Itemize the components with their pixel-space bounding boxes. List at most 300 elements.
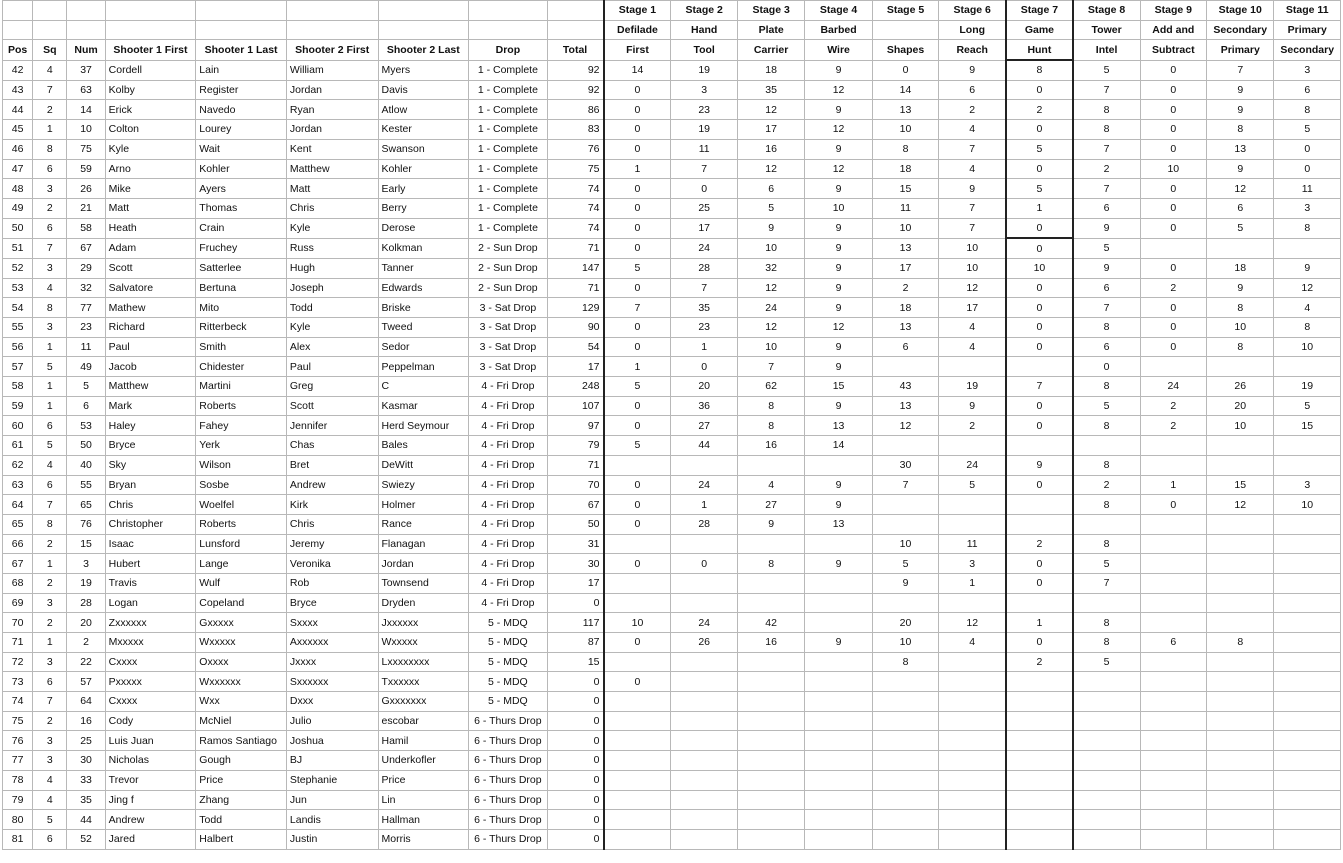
cell-stage6: 17 (939, 298, 1006, 318)
cell-num: 75 (67, 139, 105, 159)
cell-drop: 5 - MDQ (469, 633, 548, 653)
cell-shooter1-first: Nicholas (105, 751, 196, 771)
header-cell-total (547, 1, 603, 21)
cell-stage6: 12 (939, 613, 1006, 633)
cell-stage2: 36 (671, 396, 737, 416)
cell-drop: 4 - Fri Drop (469, 475, 548, 495)
cell-stage7 (1006, 751, 1072, 771)
cell-stage3 (737, 455, 804, 475)
cell-pos: 56 (3, 337, 33, 357)
cell-stage5: 30 (872, 455, 938, 475)
cell-stage3 (737, 692, 804, 712)
cell-pos: 50 (3, 218, 33, 238)
cell-pos: 80 (3, 810, 33, 830)
cell-shooter1-first: Trevor (105, 770, 196, 790)
cell-stage6 (939, 495, 1006, 515)
cell-stage3 (737, 731, 804, 751)
cell-sq: 2 (33, 711, 67, 731)
cell-num: 29 (67, 258, 105, 278)
cell-stage7: 0 (1006, 238, 1072, 258)
cell-stage11: 3 (1274, 198, 1341, 218)
cell-stage5: 43 (872, 377, 938, 397)
table-row (3, 770, 1341, 790)
cell-stage1: 0 (604, 238, 671, 258)
cell-total: 117 (547, 613, 603, 633)
cell-stage2 (671, 672, 737, 692)
cell-stage6: 9 (939, 396, 1006, 416)
table-row (3, 298, 1341, 318)
cell-stage1: 0 (604, 672, 671, 692)
cell-stage11 (1274, 829, 1341, 849)
cell-shooter1-last: Yerk (196, 436, 287, 456)
table-row (3, 318, 1341, 338)
cell-stage4: 9 (805, 100, 872, 120)
cell-drop: 5 - MDQ (469, 672, 548, 692)
cell-stage5: 2 (872, 278, 938, 298)
header-cell-stage7: Hunt (1006, 40, 1072, 60)
cell-sq: 4 (33, 60, 67, 80)
table-header (3, 1, 1341, 61)
cell-stage3: 8 (737, 396, 804, 416)
cell-stage3: 8 (737, 416, 804, 436)
cell-sq: 3 (33, 318, 67, 338)
cell-stage1 (604, 829, 671, 849)
cell-num: 20 (67, 613, 105, 633)
cell-stage6: 7 (939, 198, 1006, 218)
cell-total: 17 (547, 573, 603, 593)
cell-stage2 (671, 455, 737, 475)
cell-stage5: 15 (872, 179, 938, 199)
cell-stage3 (737, 593, 804, 613)
cell-stage7: 2 (1006, 652, 1072, 672)
cell-stage2: 0 (671, 179, 737, 199)
cell-total: 17 (547, 357, 603, 377)
cell-stage4 (805, 770, 872, 790)
cell-stage2: 0 (671, 554, 737, 574)
cell-shooter2-first: Stephanie (286, 770, 378, 790)
cell-shooter2-first: Jennifer (286, 416, 378, 436)
cell-stage11 (1274, 554, 1341, 574)
cell-num: 52 (67, 829, 105, 849)
cell-stage2 (671, 751, 737, 771)
header-cell-shooter2-last (378, 20, 469, 40)
table-row (3, 198, 1341, 218)
cell-total: 71 (547, 455, 603, 475)
cell-shooter2-first: Paul (286, 357, 378, 377)
cell-stage5: 9 (872, 573, 938, 593)
cell-shooter1-first: Haley (105, 416, 196, 436)
cell-total: 0 (547, 711, 603, 731)
cell-num: 10 (67, 120, 105, 140)
cell-stage1 (604, 573, 671, 593)
cell-shooter2-first: Julio (286, 711, 378, 731)
cell-stage6 (939, 672, 1006, 692)
cell-stage4: 9 (805, 554, 872, 574)
cell-pos: 55 (3, 318, 33, 338)
cell-shooter2-first: Chris (286, 514, 378, 534)
cell-stage8: 9 (1073, 258, 1140, 278)
cell-sq: 1 (33, 633, 67, 653)
cell-stage11: 12 (1274, 278, 1341, 298)
cell-stage6: 3 (939, 554, 1006, 574)
cell-stage1 (604, 711, 671, 731)
cell-pos: 57 (3, 357, 33, 377)
cell-stage11 (1274, 672, 1341, 692)
cell-stage3: 12 (737, 159, 804, 179)
cell-sq: 2 (33, 534, 67, 554)
cell-stage4: 9 (805, 298, 872, 318)
cell-stage10: 18 (1207, 258, 1274, 278)
cell-shooter1-first: Mathew (105, 298, 196, 318)
cell-stage9: 0 (1140, 120, 1206, 140)
cell-pos: 73 (3, 672, 33, 692)
cell-num: 40 (67, 455, 105, 475)
cell-shooter2-first: Matt (286, 179, 378, 199)
results-table (2, 0, 1341, 850)
cell-stage10 (1207, 613, 1274, 633)
cell-total: 74 (547, 198, 603, 218)
cell-num: 76 (67, 514, 105, 534)
cell-stage8: 8 (1073, 495, 1140, 515)
cell-shooter1-first: Colton (105, 120, 196, 140)
cell-shooter1-first: Kyle (105, 139, 196, 159)
header-cell-shooter2-last: Shooter 2 Last (378, 40, 469, 60)
cell-stage7: 0 (1006, 278, 1072, 298)
header-cell-stage3: Carrier (737, 40, 804, 60)
cell-num: 35 (67, 790, 105, 810)
cell-shooter2-last: Flanagan (378, 534, 469, 554)
table-row (3, 120, 1341, 140)
cell-stage7 (1006, 495, 1072, 515)
cell-stage10: 15 (1207, 475, 1274, 495)
cell-stage3: 10 (737, 337, 804, 357)
header-cell-sq (33, 1, 67, 21)
cell-stage3: 32 (737, 258, 804, 278)
cell-stage10 (1207, 573, 1274, 593)
cell-stage11: 5 (1274, 120, 1341, 140)
cell-shooter1-first: Bryan (105, 475, 196, 495)
cell-stage2: 27 (671, 416, 737, 436)
cell-sq: 4 (33, 278, 67, 298)
cell-shooter2-first: Sxxxxxx (286, 672, 378, 692)
cell-sq: 6 (33, 672, 67, 692)
cell-shooter2-last: Edwards (378, 278, 469, 298)
header-cell-stage6: Long (939, 20, 1006, 40)
cell-shooter1-last: Copeland (196, 593, 287, 613)
cell-stage10 (1207, 514, 1274, 534)
table-row (3, 692, 1341, 712)
cell-drop: 4 - Fri Drop (469, 396, 548, 416)
cell-stage10: 8 (1207, 633, 1274, 653)
cell-stage6: 4 (939, 120, 1006, 140)
cell-shooter2-last: Gxxxxxxx (378, 692, 469, 712)
cell-stage4: 15 (805, 377, 872, 397)
cell-pos: 43 (3, 80, 33, 100)
cell-shooter1-first: Cordell (105, 60, 196, 80)
cell-stage1: 14 (604, 60, 671, 80)
cell-drop: 1 - Complete (469, 179, 548, 199)
cell-stage6: 6 (939, 80, 1006, 100)
cell-sq: 8 (33, 514, 67, 534)
cell-shooter2-first: Jordan (286, 120, 378, 140)
cell-shooter2-last: Underkofler (378, 751, 469, 771)
cell-stage6 (939, 829, 1006, 849)
cell-stage3: 16 (737, 633, 804, 653)
table-row (3, 829, 1341, 849)
cell-stage8: 5 (1073, 396, 1140, 416)
cell-stage8: 7 (1073, 179, 1140, 199)
cell-total: 248 (547, 377, 603, 397)
cell-stage3: 24 (737, 298, 804, 318)
cell-sq: 2 (33, 613, 67, 633)
cell-stage6 (939, 436, 1006, 456)
table-row (3, 613, 1341, 633)
cell-stage10 (1207, 711, 1274, 731)
cell-sq: 5 (33, 357, 67, 377)
cell-pos: 79 (3, 790, 33, 810)
cell-shooter2-last: Price (378, 770, 469, 790)
cell-stage8: 7 (1073, 573, 1140, 593)
cell-drop: 4 - Fri Drop (469, 514, 548, 534)
cell-stage4: 9 (805, 337, 872, 357)
cell-num: 30 (67, 751, 105, 771)
cell-pos: 76 (3, 731, 33, 751)
cell-pos: 64 (3, 495, 33, 515)
cell-stage8 (1073, 731, 1140, 751)
cell-drop: 2 - Sun Drop (469, 258, 548, 278)
cell-sq: 1 (33, 337, 67, 357)
header-cell-shooter1-last (196, 1, 287, 21)
cell-shooter2-last: Swiezy (378, 475, 469, 495)
cell-stage4: 9 (805, 179, 872, 199)
header-cell-stage4: Barbed (805, 20, 872, 40)
cell-pos: 48 (3, 179, 33, 199)
cell-num: 16 (67, 711, 105, 731)
cell-stage9: 24 (1140, 377, 1206, 397)
cell-stage4: 9 (805, 633, 872, 653)
cell-stage2 (671, 790, 737, 810)
cell-sq: 7 (33, 80, 67, 100)
cell-shooter2-first: Todd (286, 298, 378, 318)
cell-stage2: 11 (671, 139, 737, 159)
cell-shooter2-first: Chas (286, 436, 378, 456)
cell-shooter1-last: Roberts (196, 514, 287, 534)
cell-shooter2-first: Scott (286, 396, 378, 416)
cell-stage11: 5 (1274, 396, 1341, 416)
cell-stage10: 10 (1207, 416, 1274, 436)
cell-stage6 (939, 790, 1006, 810)
cell-num: 53 (67, 416, 105, 436)
cell-stage5: 10 (872, 633, 938, 653)
cell-drop: 4 - Fri Drop (469, 534, 548, 554)
cell-stage11 (1274, 810, 1341, 830)
cell-stage2 (671, 711, 737, 731)
cell-stage3: 9 (737, 514, 804, 534)
table-row (3, 60, 1341, 80)
cell-stage9: 0 (1140, 258, 1206, 278)
cell-stage4 (805, 711, 872, 731)
cell-total: 30 (547, 554, 603, 574)
cell-stage4: 12 (805, 80, 872, 100)
header-cell-sq: Sq (33, 40, 67, 60)
cell-stage11: 3 (1274, 475, 1341, 495)
cell-sq: 1 (33, 554, 67, 574)
cell-drop: 1 - Complete (469, 159, 548, 179)
cell-shooter1-first: Bryce (105, 436, 196, 456)
cell-stage5 (872, 751, 938, 771)
cell-total: 97 (547, 416, 603, 436)
cell-total: 15 (547, 652, 603, 672)
cell-drop: 3 - Sat Drop (469, 318, 548, 338)
cell-pos: 68 (3, 573, 33, 593)
table-row (3, 573, 1341, 593)
cell-num: 58 (67, 218, 105, 238)
cell-pos: 46 (3, 139, 33, 159)
cell-stage10: 12 (1207, 179, 1274, 199)
cell-stage1: 0 (604, 120, 671, 140)
cell-stage2 (671, 731, 737, 751)
cell-stage9: 0 (1140, 100, 1206, 120)
cell-shooter1-last: Todd (196, 810, 287, 830)
cell-stage9 (1140, 573, 1206, 593)
cell-stage4: 9 (805, 278, 872, 298)
cell-shooter2-first: William (286, 60, 378, 80)
cell-num: 33 (67, 770, 105, 790)
cell-stage5 (872, 692, 938, 712)
cell-pos: 51 (3, 238, 33, 258)
cell-stage4 (805, 573, 872, 593)
cell-shooter1-last: Martini (196, 377, 287, 397)
cell-stage4 (805, 810, 872, 830)
cell-sq: 6 (33, 829, 67, 849)
cell-shooter1-first: Richard (105, 318, 196, 338)
cell-pos: 67 (3, 554, 33, 574)
cell-shooter1-last: Crain (196, 218, 287, 238)
cell-stage1: 0 (604, 278, 671, 298)
cell-shooter2-first: BJ (286, 751, 378, 771)
header-cell-shooter2-first (286, 20, 378, 40)
cell-stage6: 1 (939, 573, 1006, 593)
header-cell-stage9: Add and (1140, 20, 1206, 40)
cell-shooter2-last: DeWitt (378, 455, 469, 475)
cell-pos: 52 (3, 258, 33, 278)
table-row (3, 475, 1341, 495)
cell-stage8: 5 (1073, 652, 1140, 672)
cell-stage3: 16 (737, 139, 804, 159)
cell-stage8: 8 (1073, 455, 1140, 475)
cell-stage7 (1006, 829, 1072, 849)
cell-shooter1-last: Fruchey (196, 238, 287, 258)
cell-shooter2-first: Bryce (286, 593, 378, 613)
cell-stage8 (1073, 751, 1140, 771)
cell-shooter1-first: Arno (105, 159, 196, 179)
cell-stage10: 6 (1207, 198, 1274, 218)
cell-drop: 6 - Thurs Drop (469, 810, 548, 830)
cell-drop: 1 - Complete (469, 139, 548, 159)
cell-stage3: 12 (737, 100, 804, 120)
cell-stage7: 5 (1006, 139, 1072, 159)
cell-stage11 (1274, 692, 1341, 712)
cell-stage10 (1207, 810, 1274, 830)
cell-shooter2-first: Greg (286, 377, 378, 397)
cell-num: 3 (67, 554, 105, 574)
cell-stage9 (1140, 514, 1206, 534)
cell-shooter1-last: Bertuna (196, 278, 287, 298)
cell-stage11: 11 (1274, 179, 1341, 199)
cell-stage1: 1 (604, 159, 671, 179)
cell-stage3: 5 (737, 198, 804, 218)
cell-stage8: 6 (1073, 337, 1140, 357)
cell-stage10 (1207, 731, 1274, 751)
cell-stage4: 10 (805, 198, 872, 218)
cell-stage3: 9 (737, 218, 804, 238)
cell-stage5: 13 (872, 396, 938, 416)
header-cell-total (547, 20, 603, 40)
cell-shooter1-first: Kolby (105, 80, 196, 100)
cell-stage9: 0 (1140, 198, 1206, 218)
header-cell-stage5: Stage 5 (872, 1, 938, 21)
cell-drop: 4 - Fri Drop (469, 416, 548, 436)
cell-stage3: 42 (737, 613, 804, 633)
cell-stage8: 8 (1073, 534, 1140, 554)
cell-stage2: 7 (671, 159, 737, 179)
cell-stage2: 25 (671, 198, 737, 218)
cell-stage3: 18 (737, 60, 804, 80)
cell-shooter2-last: Kester (378, 120, 469, 140)
cell-total: 92 (547, 60, 603, 80)
cell-shooter1-last: Ramos Santiago (196, 731, 287, 751)
cell-stage3: 12 (737, 318, 804, 338)
cell-pos: 45 (3, 120, 33, 140)
cell-stage10 (1207, 751, 1274, 771)
cell-shooter1-last: Lange (196, 554, 287, 574)
table-row (3, 377, 1341, 397)
cell-stage5 (872, 495, 938, 515)
cell-stage11 (1274, 731, 1341, 751)
cell-stage10 (1207, 692, 1274, 712)
cell-shooter2-last: Kolkman (378, 238, 469, 258)
cell-total: 0 (547, 770, 603, 790)
cell-stage4 (805, 652, 872, 672)
cell-total: 83 (547, 120, 603, 140)
cell-stage8 (1073, 672, 1140, 692)
cell-stage8: 2 (1073, 475, 1140, 495)
cell-stage7 (1006, 770, 1072, 790)
cell-shooter2-first: Alex (286, 337, 378, 357)
cell-pos: 61 (3, 436, 33, 456)
cell-stage1 (604, 770, 671, 790)
cell-drop: 3 - Sat Drop (469, 298, 548, 318)
cell-stage2: 28 (671, 258, 737, 278)
cell-num: 14 (67, 100, 105, 120)
cell-stage4: 9 (805, 396, 872, 416)
cell-stage7: 0 (1006, 475, 1072, 495)
cell-sq: 4 (33, 455, 67, 475)
cell-stage10 (1207, 357, 1274, 377)
cell-stage2: 3 (671, 80, 737, 100)
cell-shooter2-first: Jxxxx (286, 652, 378, 672)
cell-stage10: 12 (1207, 495, 1274, 515)
cell-stage5 (872, 436, 938, 456)
cell-stage5 (872, 593, 938, 613)
cell-stage4: 9 (805, 139, 872, 159)
cell-total: 54 (547, 337, 603, 357)
table-row (3, 514, 1341, 534)
cell-stage7: 0 (1006, 396, 1072, 416)
cell-shooter1-first: Jacob (105, 357, 196, 377)
cell-total: 86 (547, 100, 603, 120)
cell-stage10: 10 (1207, 318, 1274, 338)
